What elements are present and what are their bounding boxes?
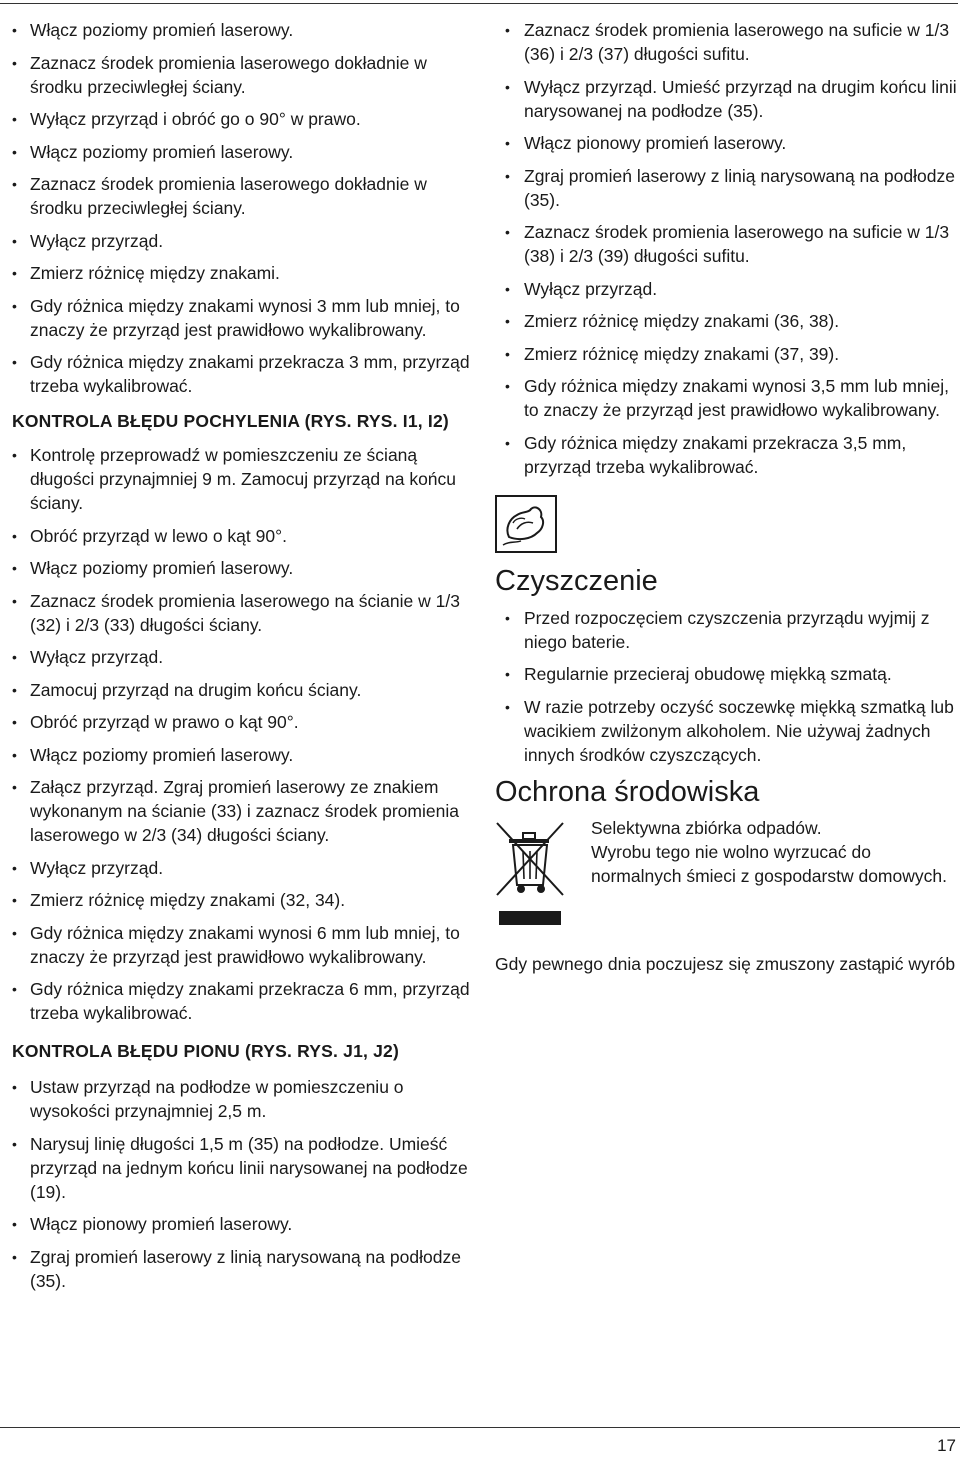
list-item: • Zaznacz środek promienia laserowego na suficie w 1/3 (38) i 2/3 (39) długości sufitu.: [495, 220, 957, 268]
list-item: • Regularnie przecieraj obudowę miękką szmatą.: [495, 662, 957, 686]
list-item: • Włącz poziomy promień laserowy.: [12, 18, 482, 42]
list-item: • Wyłącz przyrząd.: [12, 856, 482, 880]
list-item: • Zaznacz środek promienia laserowego dokładnie w środku przeciwległej ściany.: [12, 172, 482, 220]
list-item: • Kontrolę przeprowadź w pomieszczeniu ze ścianą długości przynajmniej 9 m. Zamocuj przyrząd na końcu ściany.: [12, 443, 482, 515]
left-bullet-list-1: [12, 18, 482, 398]
environment-block: [495, 819, 957, 934]
left-column: [12, 18, 482, 1301]
left-bullet-list-2: [12, 443, 482, 1025]
list-item: • Wyłącz przyrząd.: [495, 277, 957, 301]
list-item: • Gdy różnica między znakami przekracza 6 mm, przyrząd trzeba wykalibrować.: [12, 977, 482, 1025]
environment-line-1: Selektywna zbiórka odpadów.: [591, 818, 822, 838]
list-item: • Włącz pionowy promień laserowy.: [12, 1212, 482, 1236]
list-item: • Zaznacz środek promienia laserowego na ścianie w 1/3 (32) i 2/3 (33) długości ściany.: [12, 589, 482, 637]
top-rule: [0, 3, 958, 4]
list-item: • Wyłącz przyrząd.: [12, 229, 482, 253]
section-heading-plumb: KONTROLA BŁĘDU PIONU (RYS. RYS. J1, J2): [12, 1041, 400, 1061]
list-item: • Gdy różnica między znakami przekracza 3,5 mm, przyrząd trzeba wykalibrować.: [495, 431, 957, 479]
list-item: • Wyłącz przyrząd i obróć go o 90° w prawo.: [12, 107, 482, 131]
list-item: • Obróć przyrząd w lewo o kąt 90°.: [12, 524, 482, 548]
right-column: [495, 18, 957, 976]
left-bullet-list-3: [12, 1075, 482, 1293]
page-number: 17: [937, 1436, 956, 1455]
list-item: • Gdy różnica między znakami przekracza 3 mm, przyrząd trzeba wykalibrować.: [12, 350, 482, 398]
bottom-rule: [0, 1427, 960, 1428]
list-item: • Przed rozpoczęciem czyszczenia przyrządu wyjmij z niego baterie.: [495, 606, 957, 654]
list-item: • Włącz poziomy promień laserowy.: [12, 743, 482, 767]
list-item: • Zmierz różnicę między znakami (36, 38).: [495, 309, 957, 333]
list-item: • Gdy różnica między znakami wynosi 3,5 mm lub mniej, to znaczy że przyrząd jest prawidłowo wykalibrowany.: [495, 374, 957, 422]
list-item: • Włącz poziomy promień laserowy.: [12, 556, 482, 580]
list-item: • Narysuj linię długości 1,5 m (35) na podłodze. Umieść przyrząd na jednym końcu linii narysowanej na podłodze (19).: [12, 1132, 482, 1204]
list-item: • Wyłącz przyrząd.: [12, 645, 482, 669]
list-item: • Wyłącz przyrząd. Umieść przyrząd na drugim końcu linii narysowanej na podłodze (35).: [495, 75, 957, 123]
list-item: • Ustaw przyrząd na podłodze w pomieszczeniu o wysokości przynajmniej 2,5 m.: [12, 1075, 482, 1123]
list-item: • W razie potrzeby oczyść soczewkę miękką szmatką lub wacikiem zwilżonym alkoholem. Nie używaj żadnych innych środków czyszczących.: [495, 695, 957, 767]
list-item: • Gdy różnica między znakami wynosi 3 mm lub mniej, to znaczy że przyrząd jest prawidłowo wykalibrowany.: [12, 294, 482, 342]
list-item: • Obróć przyrząd w prawo o kąt 90°.: [12, 710, 482, 734]
right-bullet-list-1: [495, 18, 957, 479]
list-item: • Zaznacz środek promienia laserowego dokładnie w środku przeciwległej ściany.: [12, 51, 482, 99]
list-item: • Zaznacz środek promienia laserowego na suficie w 1/3 (36) i 2/3 (37) długości sufitu.: [495, 18, 957, 66]
cleaning-bullet-list: [495, 606, 957, 767]
environment-paragraph: Gdy pewnego dnia poczujesz się zmuszony zastąpić wyrób: [495, 954, 956, 974]
list-item: • Gdy różnica między znakami wynosi 6 mm lub mniej, to znaczy że przyrząd jest prawidłowo wykalibrowany.: [12, 921, 482, 969]
environment-heading: Ochrona środowiska: [495, 776, 760, 808]
list-item: • Zamocuj przyrząd na drugim końcu ściany.: [12, 678, 482, 702]
environment-line-2: Wyrobu tego nie wolno wyrzucać do normalnych śmieci z gospodarstw domowych.: [591, 842, 947, 886]
environment-text: [591, 816, 957, 888]
list-item: • Zmierz różnicę między znakami.: [12, 261, 482, 285]
section-heading-tilt: KONTROLA BŁĘDU POCHYLENIA (RYS. RYS. I1, I2): [12, 411, 449, 431]
list-item: • Zmierz różnicę między znakami (37, 39).: [495, 342, 957, 366]
list-item: • Włącz poziomy promień laserowy.: [12, 140, 482, 164]
list-item: • Zgraj promień laserowy z linią narysowaną na podłodze (35).: [495, 164, 957, 212]
list-item: • Włącz pionowy promień laserowy.: [495, 131, 957, 155]
list-item: • Załącz przyrząd. Zgraj promień laserowy ze znakiem wykonanym na ścianie (33) i zaznacz środek promienia laserowego w 2/3 (34) długości ściany.: [12, 775, 482, 847]
hand-cloth-icon: [495, 495, 957, 558]
list-item: • Zmierz różnicę między znakami (32, 34).: [12, 888, 482, 912]
list-item: • Zgraj promień laserowy z linią narysowaną na podłodze (35).: [12, 1245, 482, 1293]
crossed-bin-icon: [495, 819, 567, 934]
cleaning-heading: Czyszczenie: [495, 564, 658, 597]
